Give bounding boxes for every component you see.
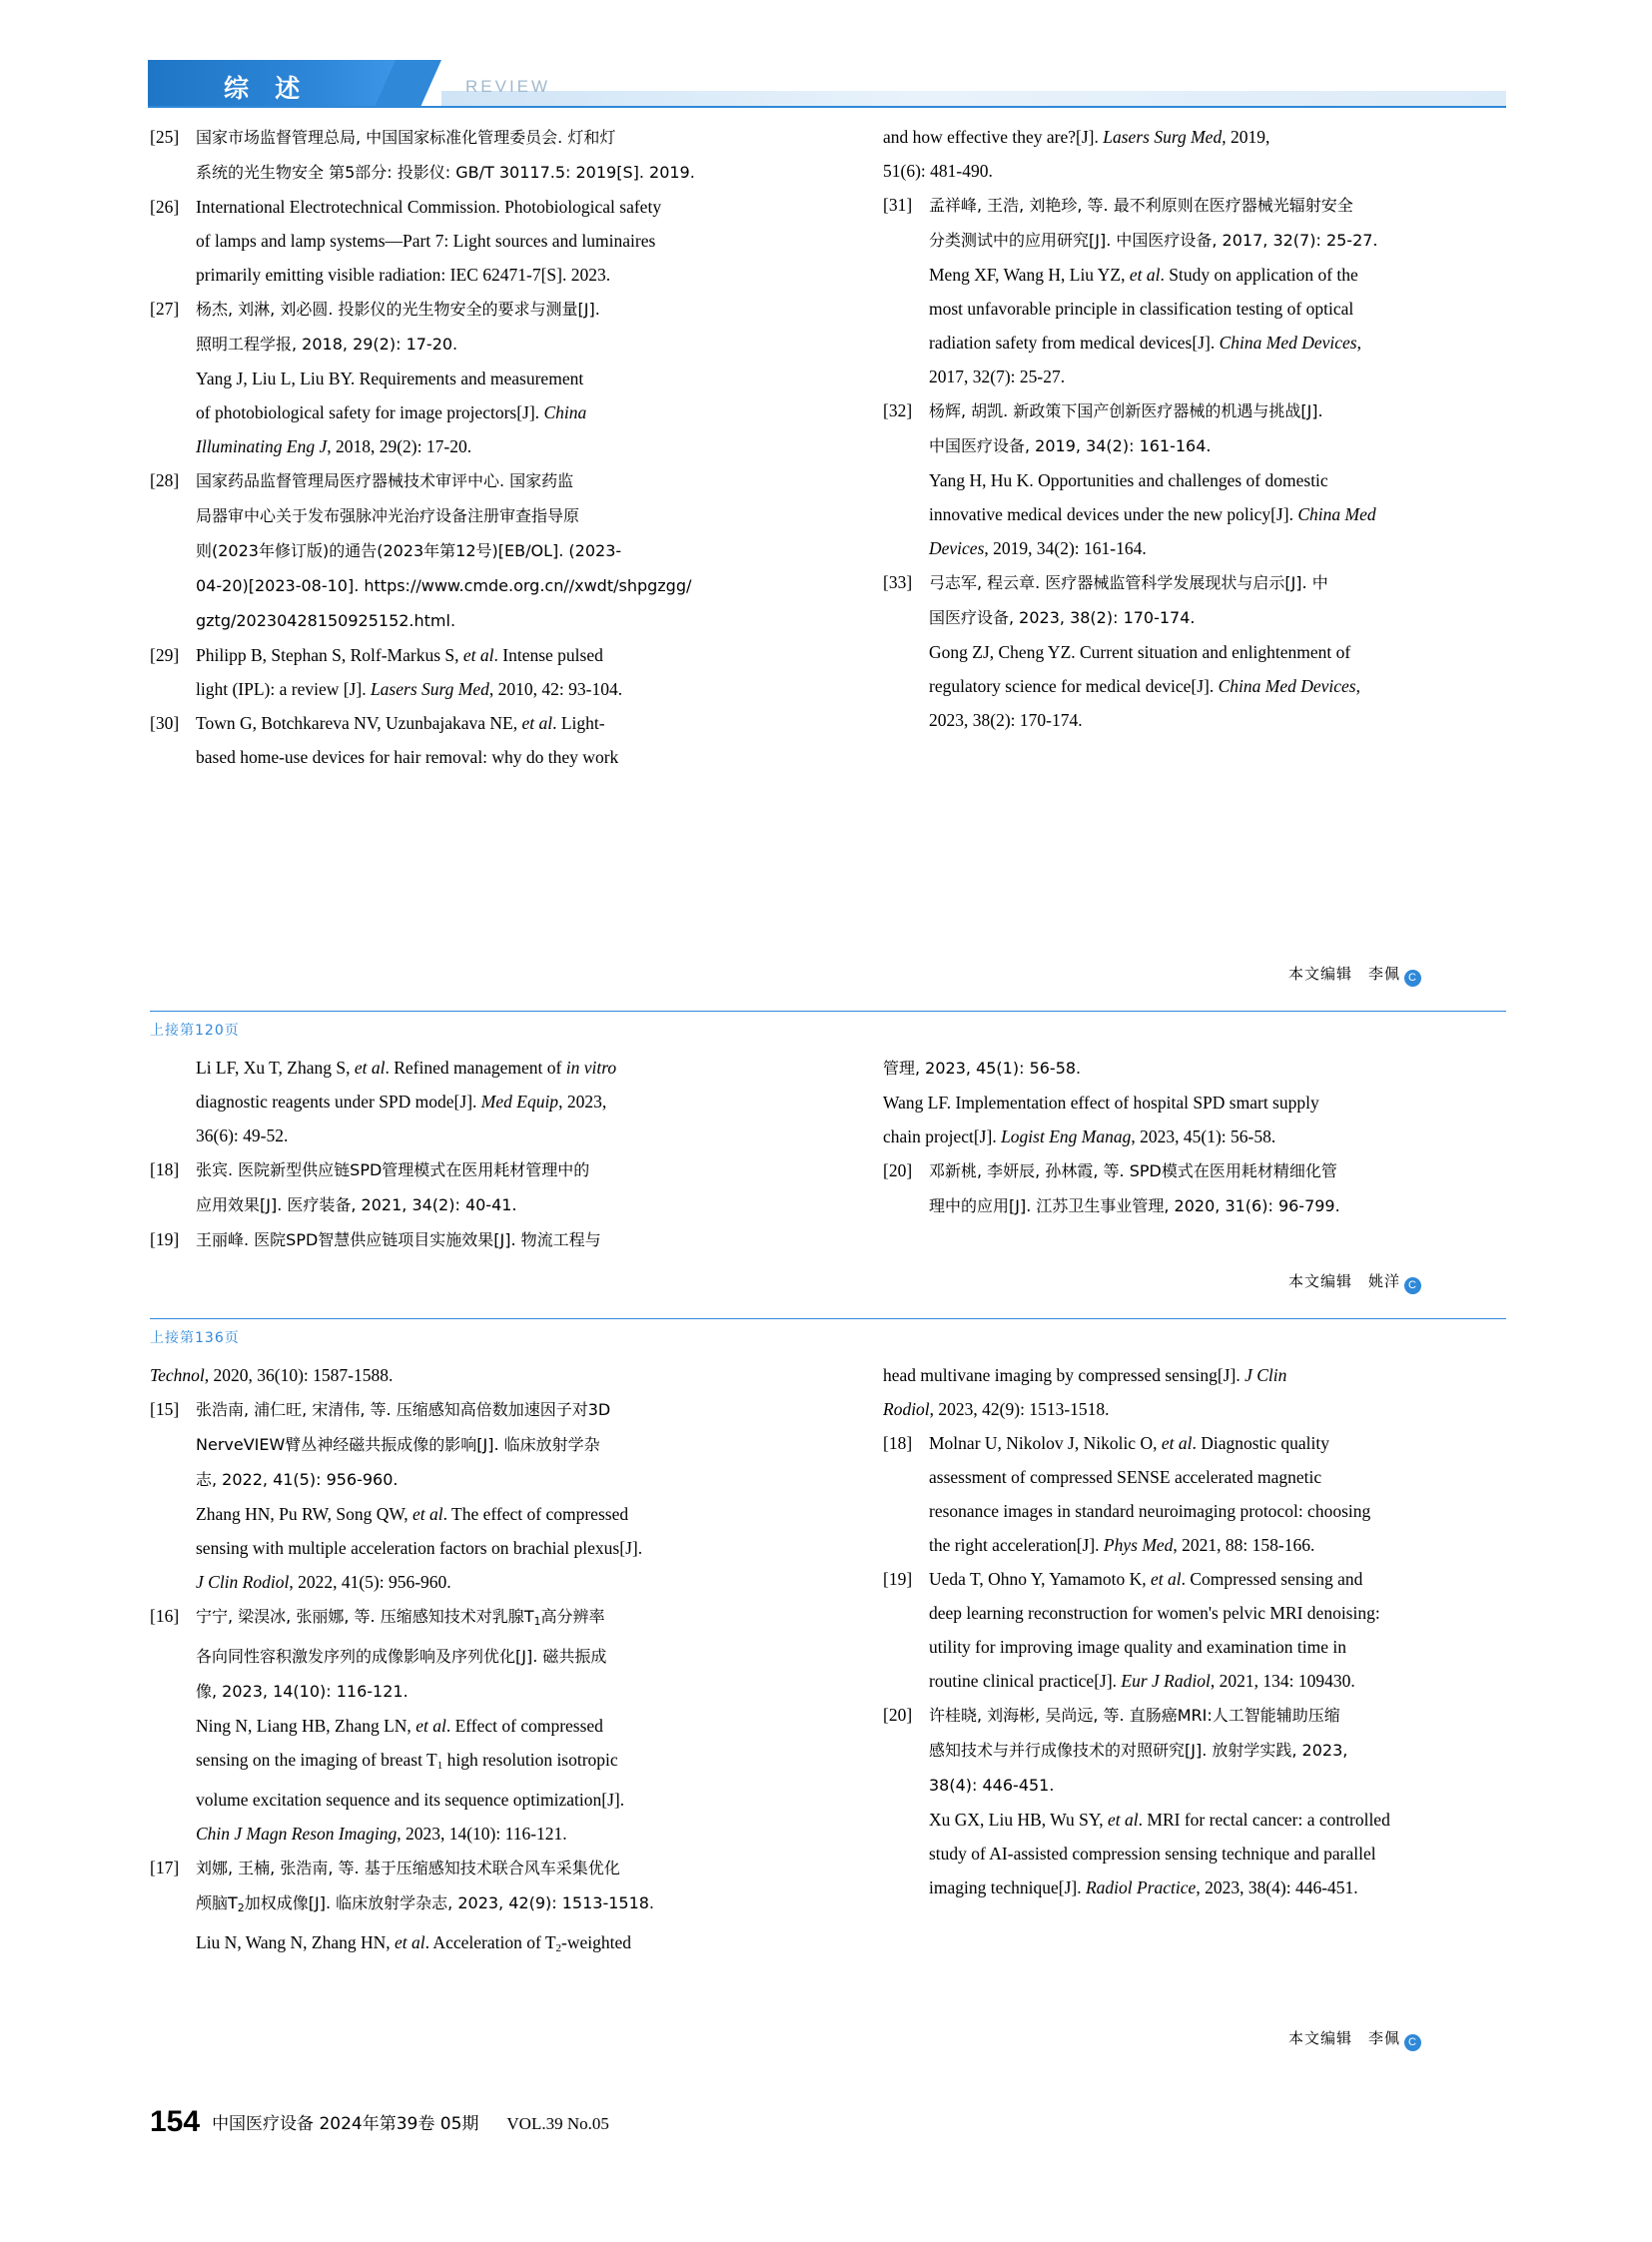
reference-number: [26]	[150, 197, 180, 217]
reference-text: Li LF, Xu T, Zhang S, et al. Refined management of in vitro	[196, 1058, 617, 1078]
reference-number: [15]	[150, 1399, 180, 1419]
reference-text: resonance images in standard neuroimaging protocol: choosing	[929, 1501, 1371, 1521]
header-rule	[148, 106, 1506, 108]
reference-text: Devices, 2019, 34(2): 161-164.	[929, 538, 1147, 558]
reference-item	[150, 292, 773, 463]
reference-text: J Clin Rodiol, 2022, 41(5): 956-960.	[196, 1572, 451, 1592]
header-section-title-en: REVIEW	[465, 77, 551, 96]
reference-text: 51(6): 481-490.	[883, 161, 993, 181]
reference-text: gztg/20230428150925152.html.	[196, 611, 456, 630]
reference-text: Chin J Magn Reson Imaging, 2023, 14(10): 116-121.	[196, 1824, 567, 1844]
reference-text: Zhang HN, Pu RW, Song QW, et al. The effect of compressed	[196, 1504, 629, 1524]
reference-text: Gong ZJ, Cheng YZ. Current situation and enlightenment of	[929, 642, 1351, 662]
editor-credit-3	[1288, 2027, 1421, 2051]
reference-text: of photobiological safety for image projectors[J]. China	[196, 402, 587, 422]
reference-text: 张浩南, 浦仁旺, 宋清伟, 等. 压缩感知高倍数加速因子对3D	[196, 1400, 611, 1419]
reference-number: [18]	[883, 1433, 913, 1453]
page-footer	[150, 2105, 1508, 2145]
reference-number: [25]	[150, 127, 180, 147]
reference-text: Meng XF, Wang H, Liu YZ, et al. Study on application of the	[929, 265, 1358, 285]
reference-text: most unfavorable principle in classification testing of optical	[929, 299, 1354, 319]
reference-text: Philipp B, Stephan S, Rolf-Markus S, et al. Intense pulsed	[196, 645, 603, 665]
section3-left-column	[150, 1358, 773, 1965]
journal-name-cn: 中国医疗设备 2024年第39卷 05期	[212, 2114, 479, 2134]
reference-text: Ning N, Liang HB, Zhang LN, et al. Effect of compressed	[196, 1716, 603, 1736]
reference-text: 应用效果[J]. 医疗装备, 2021, 34(2): 40-41.	[196, 1195, 517, 1214]
reference-text: innovative medical devices under the new policy[J]. China Med	[929, 504, 1376, 524]
reference-text: 弓志军, 程云章. 医疗器械监管科学发展现状与启示[J]. 中	[929, 573, 1328, 592]
section1-left-column	[150, 120, 773, 774]
reference-text: 感知技术与并行成像技术的对照研究[J]. 放射学实践, 2023,	[929, 1741, 1348, 1760]
editor-credit-text: 本文编辑 姚洋	[1288, 1272, 1401, 1290]
reference-item	[883, 565, 1506, 737]
section2-continued-label: 上接第120页	[150, 1023, 240, 1039]
section2-left-column	[150, 1051, 773, 1257]
reference-item	[150, 1152, 773, 1222]
reference-text: 孟祥峰, 王浩, 刘艳珍, 等. 最不利原则在医疗器械光辐射安全	[929, 196, 1353, 215]
reference-text: head multivane imaging by compressed sensing[J]. J Clin	[883, 1365, 1287, 1385]
page-header	[148, 60, 1506, 106]
reference-text: 国医疗设备, 2023, 38(2): 170-174.	[929, 608, 1196, 627]
reference-item	[150, 120, 773, 190]
reference-item	[883, 1153, 1506, 1223]
section3-right-column	[883, 1358, 1506, 1904]
reference-text: 系统的光生物安全 第5部分: 投影仪: GB/T 30117.5: 2019[S]. 2019.	[196, 163, 695, 182]
reference-number: [20]	[883, 1160, 913, 1180]
reference-text: assessment of compressed SENSE accelerated magnetic	[929, 1467, 1322, 1487]
reference-text: 2023, 38(2): 170-174.	[929, 710, 1083, 730]
reference-text: the right acceleration[J]. Phys Med, 2021, 88: 158-166.	[929, 1535, 1315, 1555]
section2-divider	[150, 1011, 1506, 1012]
reference-text: regulatory science for medical device[J]. China Med Devices,	[929, 676, 1360, 696]
reference-text: primarily emitting visible radiation: IEC 62471-7[S]. 2023.	[196, 265, 611, 285]
editor-credit-2	[1288, 1270, 1421, 1294]
reference-text: radiation safety from medical devices[J]. China Med Devices,	[929, 333, 1361, 353]
reference-text: 理中的应用[J]. 江苏卫生事业管理, 2020, 31(6): 96-799.	[929, 1196, 1340, 1215]
reference-text: volume excitation sequence and its sequence optimization[J].	[196, 1790, 625, 1810]
reference-item	[883, 188, 1506, 393]
reference-text: utility for improving image quality and examination time in	[929, 1637, 1346, 1657]
section1-right-column	[883, 120, 1506, 737]
reference-text: Illuminating Eng J	[196, 436, 328, 456]
reference-text: International Electrotechnical Commission. Photobiological safety	[196, 197, 662, 217]
reference-text: 宁宁, 梁淏冰, 张丽娜, 等. 压缩感知技术对乳腺$T_1$高分辨率	[196, 1607, 605, 1628]
editor-badge-icon: C	[1404, 970, 1421, 987]
reference-text: chain project[J]. Logist Eng Manag, 2023, 45(1): 56-58.	[883, 1126, 1276, 1146]
section3-divider	[150, 1318, 1506, 1319]
reference-text: Rodiol, 2023, 42(9): 1513-1518.	[883, 1399, 1110, 1419]
reference-text: routine clinical practice[J]. Eur J Radiol, 2021, 134: 109430.	[929, 1671, 1355, 1691]
reference-item-continued	[883, 1358, 1506, 1426]
editor-badge-icon: C	[1404, 1277, 1421, 1294]
reference-number: [18]	[150, 1159, 180, 1179]
reference-text: 则(2023年修订版)的通告(2023年第12号)[EB/OL]. (2023-	[196, 541, 622, 560]
reference-text: 国家药品监督管理局医疗器械技术审评中心. 国家药监	[196, 471, 574, 490]
reference-text: 04-20)[2023-08-10]. https://www.cmde.org.cn//xwdt/shpgzgg/	[196, 576, 692, 595]
reference-text: imaging technique[J]. Radiol Practice, 2023, 38(4): 446-451.	[929, 1877, 1358, 1897]
journal-volume-en: VOL.39 No.05	[506, 2114, 609, 2133]
reference-number: [33]	[883, 572, 913, 592]
reference-item-continued	[883, 120, 1506, 188]
reference-item	[150, 190, 773, 292]
reference-text: 局器审中心关于发布强脉冲光治疗设备注册审查指导原	[196, 506, 580, 525]
reference-item-continued	[150, 1358, 773, 1392]
reference-number: [16]	[150, 1606, 180, 1626]
reference-text: 管理, 2023, 45(1): 56-58.	[883, 1059, 1082, 1078]
editor-credit-text: 本文编辑 李佩	[1288, 2029, 1401, 2047]
reference-text: 各向同性容积激发序列的成像影响及序列优化[J]. 磁共振成	[196, 1647, 607, 1666]
reference-item	[883, 1562, 1506, 1698]
header-section-title-cn: 综 述	[224, 76, 311, 103]
reference-number: [31]	[883, 195, 913, 215]
reference-text: diagnostic reagents under SPD mode[J]. Med Equip, 2023,	[196, 1092, 607, 1112]
reference-text: 张宾. 医院新型供应链SPD管理模式在医用耗材管理中的	[196, 1160, 590, 1179]
reference-text: 杨辉, 胡凯. 新政策下国产创新医疗器械的机遇与挑战[J].	[929, 401, 1323, 420]
reference-text: 像, 2023, 14(10): 116-121.	[196, 1682, 409, 1701]
page-number: 154	[150, 2105, 201, 2138]
section3-continued-label: 上接第136页	[150, 1330, 240, 1346]
reference-text: 王丽峰. 医院SPD智慧供应链项目实施效果[J]. 物流工程与	[196, 1230, 601, 1249]
reference-item	[150, 1222, 773, 1257]
reference-text: 36(6): 49-52.	[196, 1125, 289, 1145]
editor-credit-text: 本文编辑 李佩	[1288, 965, 1401, 983]
reference-text: study of AI-assisted compression sensing technique and parallel	[929, 1844, 1376, 1864]
reference-text: 许桂晓, 刘海彬, 吴尚远, 等. 直肠癌MRI:人工智能辅助压缩	[929, 1706, 1340, 1725]
reference-item	[150, 463, 773, 638]
reference-item	[150, 1392, 773, 1599]
reference-item-continued	[150, 1051, 773, 1152]
reference-item	[150, 1851, 773, 1965]
reference-number: [27]	[150, 299, 180, 319]
reference-text: NerveVIEW臂丛神经磁共振成像的影响[J]. 临床放射学杂	[196, 1435, 600, 1454]
reference-text: and how effective they are?[J]. Lasers Surg Med, 2019,	[883, 127, 1270, 147]
reference-text: 邓新桃, 李妍辰, 孙林霞, 等. SPD模式在医用耗材精细化管	[929, 1161, 1337, 1180]
reference-text: , 2018, 29(2): 17-20.	[327, 436, 472, 456]
reference-text: Technol, 2020, 36(10): 1587-1588.	[150, 1365, 394, 1385]
reference-text: deep learning reconstruction for women's pelvic MRI denoising:	[929, 1603, 1380, 1623]
reference-number: [17]	[150, 1858, 180, 1877]
reference-text: Yang H, Hu K. Opportunities and challenges of domestic	[929, 470, 1328, 490]
reference-text: Ueda T, Ohno Y, Yamamoto K, et al. Compressed sensing and	[929, 1569, 1363, 1589]
reference-item	[883, 1698, 1506, 1904]
reference-item-continued	[883, 1051, 1506, 1153]
reference-text: 38(4): 446-451.	[929, 1776, 1055, 1795]
reference-item	[150, 706, 773, 774]
reference-item	[883, 1426, 1506, 1562]
reference-text: 照明工程学报, 2018, 29(2): 17-20.	[196, 335, 458, 354]
reference-text: Xu GX, Liu HB, Wu SY, et al. MRI for rectal cancer: a controlled	[929, 1810, 1390, 1830]
reference-text: 刘娜, 王楠, 张浩南, 等. 基于压缩感知技术联合风车采集优化	[196, 1859, 620, 1877]
reference-text: sensing on the imaging of breast $T_1$ high resolution isotropic	[196, 1750, 618, 1772]
reference-text: Liu N, Wang N, Zhang HN, et al. Acceleration of $T_2$-weighted	[196, 1932, 631, 1954]
reference-number: [28]	[150, 470, 180, 490]
reference-text: Wang LF. Implementation effect of hospital SPD smart supply	[883, 1093, 1319, 1113]
reference-text: 分类测试中的应用研究[J]. 中国医疗设备, 2017, 32(7): 25-27.	[929, 231, 1378, 250]
reference-text: Molnar U, Nikolov J, Nikolic O, et al. Diagnostic quality	[929, 1433, 1330, 1453]
reference-item	[150, 1599, 773, 1851]
reference-text: sensing with multiple acceleration factors on brachial plexus[J].	[196, 1538, 643, 1558]
reference-text: light (IPL): a review [J]. Lasers Surg Med, 2010, 42: 93-104.	[196, 679, 623, 699]
reference-text: 2017, 32(7): 25-27.	[929, 367, 1066, 386]
section2-right-column	[883, 1051, 1506, 1223]
reference-number: [32]	[883, 400, 913, 420]
reference-number: [29]	[150, 645, 180, 665]
reference-text: of lamps and lamp systems—Part 7: Light sources and luminaires	[196, 231, 656, 251]
reference-item	[883, 393, 1506, 565]
reference-text: 杨杰, 刘淋, 刘必圆. 投影仪的光生物安全的要求与测量[J].	[196, 300, 600, 319]
reference-number: [19]	[150, 1229, 180, 1249]
reference-text: 国家市场监督管理总局, 中国国家标准化管理委员会. 灯和灯	[196, 128, 616, 147]
reference-text: Yang J, Liu L, Liu BY. Requirements and measurement	[196, 369, 584, 388]
reference-text: Town G, Botchkareva NV, Uzunbajakava NE, et al. Light-	[196, 713, 605, 733]
reference-number: [19]	[883, 1569, 913, 1589]
reference-text: based home-use devices for hair removal: why do they work	[196, 747, 619, 767]
editor-badge-icon: C	[1404, 2034, 1421, 2051]
reference-number: [30]	[150, 713, 180, 733]
editor-credit-1	[1288, 963, 1421, 987]
reference-text: 志, 2022, 41(5): 956-960.	[196, 1470, 399, 1489]
reference-item	[150, 638, 773, 706]
reference-number: [20]	[883, 1705, 913, 1725]
reference-text: 颅脑$T_2$加权成像[J]. 临床放射学杂志, 2023, 42(9): 1513-1518.	[196, 1893, 655, 1914]
header-gradient-bar	[441, 91, 1506, 106]
reference-text: 中国医疗设备, 2019, 34(2): 161-164.	[929, 436, 1212, 455]
